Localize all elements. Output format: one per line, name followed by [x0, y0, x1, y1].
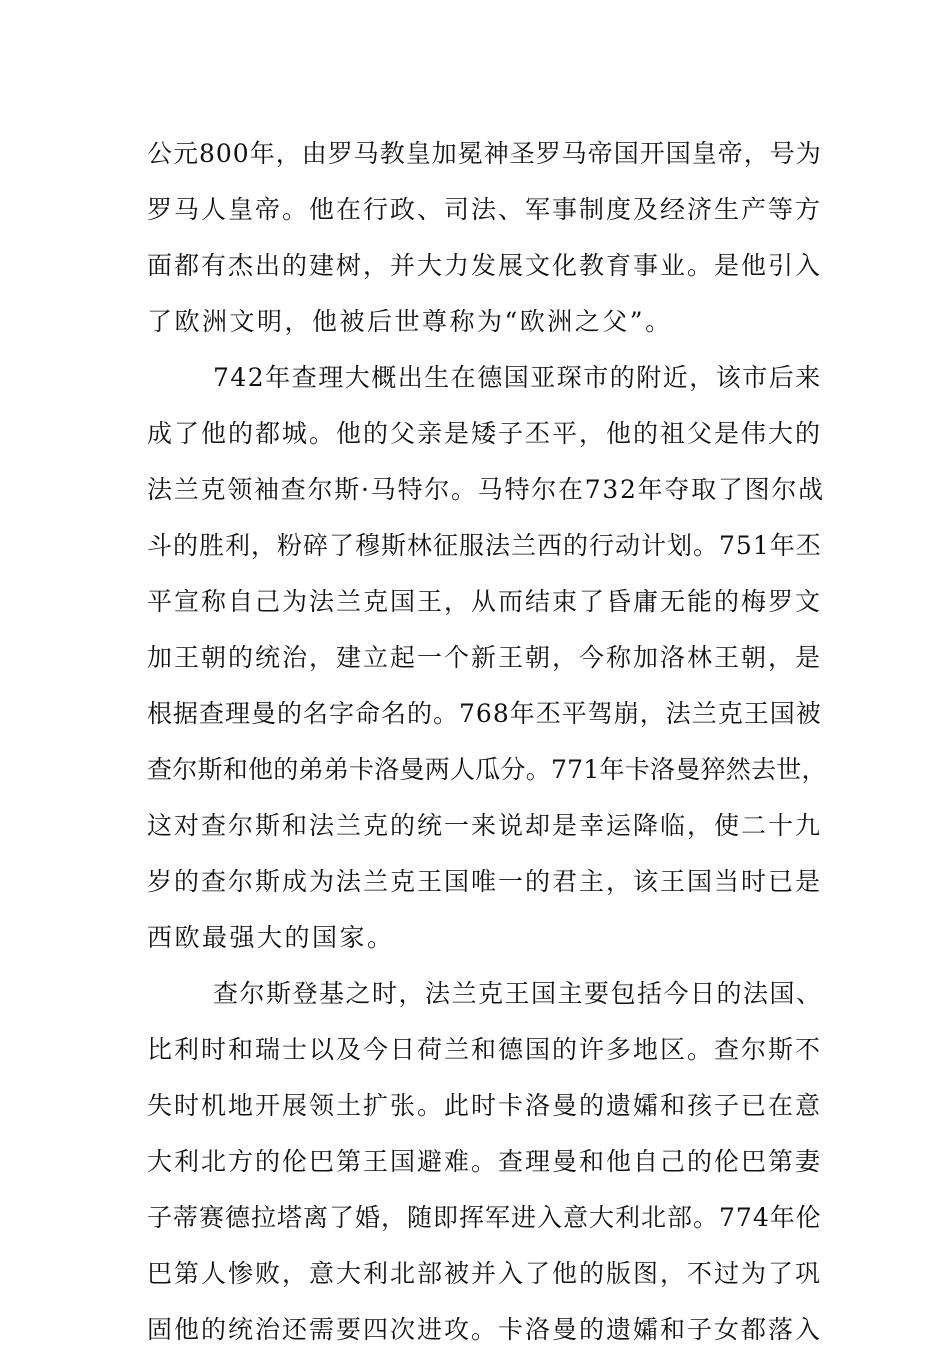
- paragraph-2: [147, 350, 827, 966]
- text-line: 面都有杰出的建树，并大力发展文化教育事业。是他引入: [147, 251, 823, 280]
- paragraph-3: [147, 966, 823, 1358]
- text-line: 罗马人皇帝。他在行政、司法、军事制度及经济生产等方: [147, 195, 823, 224]
- text-line-first: 742年查理大概出生在德国亚琛市的附近，该市后来: [213, 363, 822, 392]
- text-line: 法兰克领袖查尔斯·马特尔。马特尔在732年夺取了图尔战: [147, 475, 825, 504]
- text-line: 斗的胜利，粉碎了穆斯林征服法兰西的行动计划。751年丕: [147, 531, 822, 560]
- paragraph-1: [147, 126, 823, 350]
- text-line: 比利时和瑞士以及今日荷兰和德国的许多地区。查尔斯不: [147, 1035, 823, 1064]
- text-line: 巴第人惨败，意大利北部被并入了他的版图，不过为了巩: [147, 1259, 823, 1288]
- text-line: 加王朝的统治，建立起一个新王朝，今称加洛林王朝，是: [147, 643, 823, 672]
- text-line: 子蒂赛德拉塔离了婚，随即挥军进入意大利北部。774年伦: [147, 1203, 822, 1232]
- text-line: 成了他的都城。他的父亲是矮子丕平，他的祖父是伟大的: [147, 419, 823, 448]
- text-line: 公元800年，由罗马教皇加冕神圣罗马帝国开国皇帝，号为: [147, 139, 822, 168]
- text-line: 失时机地开展领土扩张。此时卡洛曼的遗孀和孩子已在意: [147, 1091, 823, 1120]
- text-line: 大利北方的伦巴第王国避难。查理曼和他自己的伦巴第妻: [147, 1147, 823, 1176]
- document-body: [147, 126, 827, 1358]
- text-line: 了欧洲文明，他被后世尊称为“欧洲之父”。: [147, 307, 673, 336]
- text-line: 查尔斯和他的弟弟卡洛曼两人瓜分。771年卡洛曼猝然去世，: [147, 755, 827, 784]
- text-line: 这对查尔斯和法兰克的统一来说却是幸运降临，使二十九: [147, 811, 823, 840]
- text-line: 根据查理曼的名字命名的。768年丕平驾崩，法兰克王国被: [147, 699, 822, 728]
- text-line: 平宣称自己为法兰克国王，从而结束了昏庸无能的梅罗文: [147, 587, 823, 616]
- text-line: 固他的统治还需要四次进攻。卡洛曼的遗孀和子女都落入: [147, 1315, 823, 1344]
- text-line-first: 查尔斯登基之时，法兰克王国主要包括今日的法国、: [213, 979, 823, 1008]
- text-line: 西欧最强大的国家。: [147, 923, 395, 952]
- text-line: 岁的查尔斯成为法兰克王国唯一的君主，该王国当时已是: [147, 867, 823, 896]
